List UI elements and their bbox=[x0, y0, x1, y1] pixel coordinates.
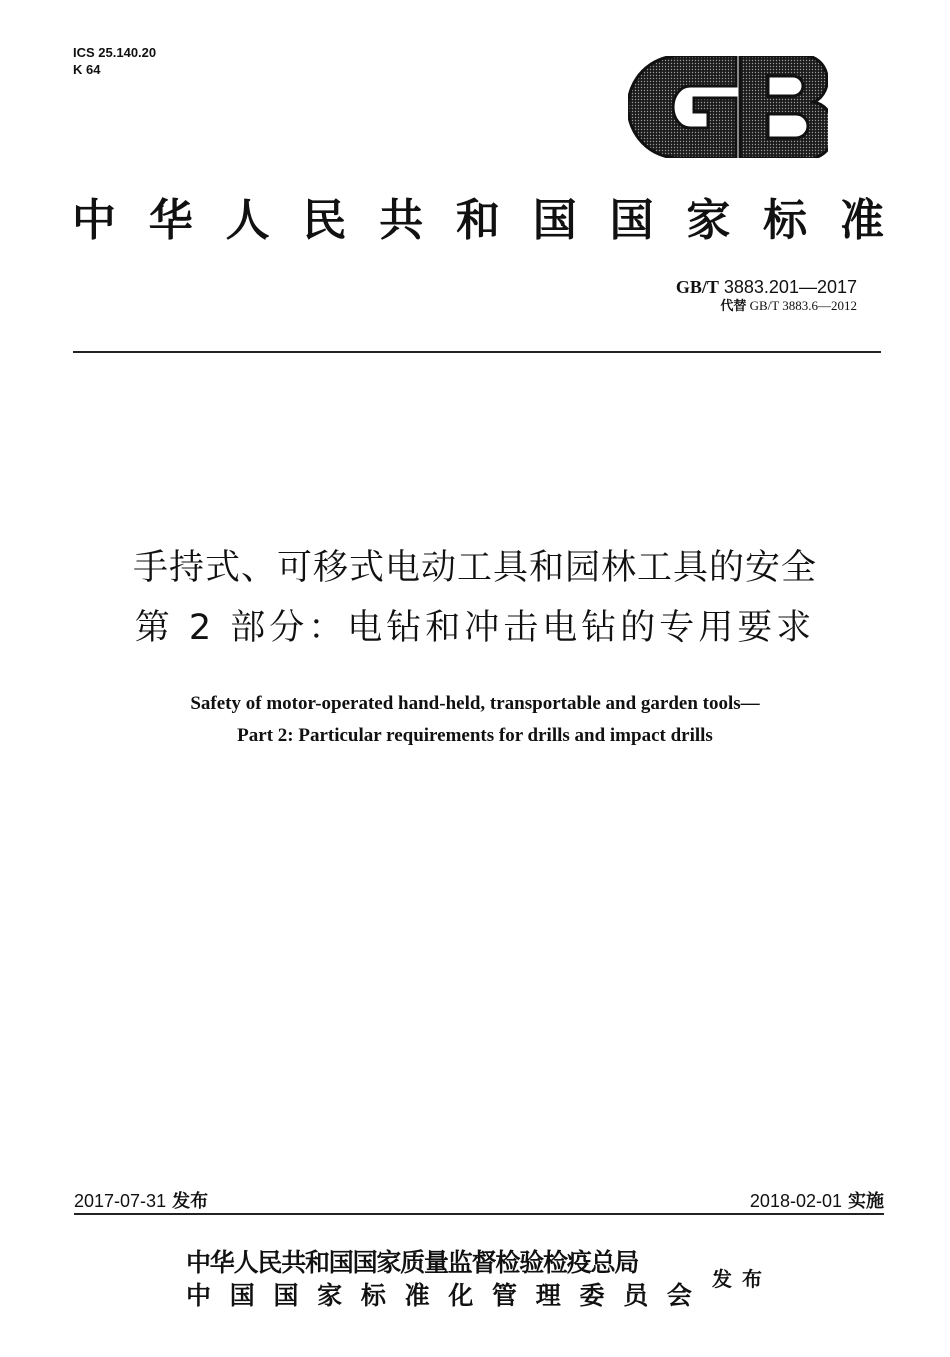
issue-date bbox=[74, 1187, 208, 1213]
title-char: 会 bbox=[666, 1281, 692, 1310]
ics-code: ICS 25.140.20 bbox=[73, 45, 157, 60]
standard-number bbox=[676, 277, 857, 297]
logo-letter-g bbox=[628, 56, 736, 158]
title-char: 国 bbox=[273, 1281, 299, 1310]
replaces-value: GB/T 3883.6—2012 bbox=[746, 298, 857, 313]
standard-number-prefix: GB/T bbox=[675, 277, 719, 297]
replaces-standard bbox=[676, 297, 857, 316]
logo-letter-b bbox=[740, 56, 828, 158]
issuing-bodies bbox=[186, 1246, 692, 1312]
title-char: 中 bbox=[72, 195, 116, 246]
title-char: 国 bbox=[532, 195, 577, 246]
title-char: 中 bbox=[186, 1281, 212, 1310]
title-char: 委 bbox=[579, 1281, 605, 1310]
standard-number-value: 3883.201—2017 bbox=[718, 277, 857, 297]
ccs-code: K 64 bbox=[73, 62, 101, 77]
title-char: 和 bbox=[455, 195, 500, 246]
title-char: 标 bbox=[360, 1281, 386, 1310]
title-en-line-2: Part 2: Particular requirements for drills and impact drills bbox=[237, 725, 713, 746]
replaces-label: 代替 bbox=[720, 299, 747, 314]
top-divider bbox=[73, 351, 881, 353]
title-char: 理 bbox=[535, 1281, 561, 1310]
title-char: 华 bbox=[148, 195, 193, 246]
title-char: 化 bbox=[448, 1281, 474, 1310]
issuer-aqsiq: 中华人民共和国国家质量监督检验检疫总局 bbox=[186, 1248, 639, 1277]
title-char: 标 bbox=[763, 195, 808, 246]
publish-label: 发布 bbox=[712, 1267, 772, 1291]
title-char: 共 bbox=[379, 195, 424, 246]
title-char: 国 bbox=[229, 1281, 255, 1310]
title-zh-line-2: 第 2 部分：电钻和冲击电钻的专用要求 bbox=[134, 608, 816, 648]
issue-date-value: 2017-07-31 bbox=[74, 1191, 167, 1211]
title-en-line-1: Safety of motor-operated hand-held, transportable and garden tools— bbox=[190, 693, 760, 714]
title-char: 国 bbox=[609, 195, 654, 246]
title-char: 人 bbox=[225, 195, 270, 246]
title-char: 准 bbox=[839, 195, 884, 246]
bottom-divider bbox=[74, 1213, 884, 1215]
title-char: 员 bbox=[623, 1281, 649, 1310]
issuer-sac bbox=[186, 1279, 692, 1312]
implementation-date bbox=[750, 1187, 884, 1213]
gb-logo bbox=[628, 56, 828, 158]
classification-codes bbox=[73, 44, 156, 78]
title-char: 家 bbox=[686, 195, 731, 246]
title-zh-line-1: 手持式、可移式电动工具和园林工具的安全 bbox=[132, 548, 817, 588]
title-char: 家 bbox=[317, 1281, 343, 1310]
implementation-date-value: 2018-02-01 bbox=[749, 1191, 842, 1211]
title-char: 管 bbox=[492, 1281, 518, 1310]
national-standard-title bbox=[72, 188, 884, 244]
title-char: 准 bbox=[404, 1281, 430, 1310]
implementation-date-label: 实施 bbox=[848, 1191, 884, 1212]
issue-date-label: 发布 bbox=[172, 1191, 209, 1212]
title-char: 民 bbox=[302, 195, 347, 246]
standard-number-block bbox=[676, 277, 857, 316]
